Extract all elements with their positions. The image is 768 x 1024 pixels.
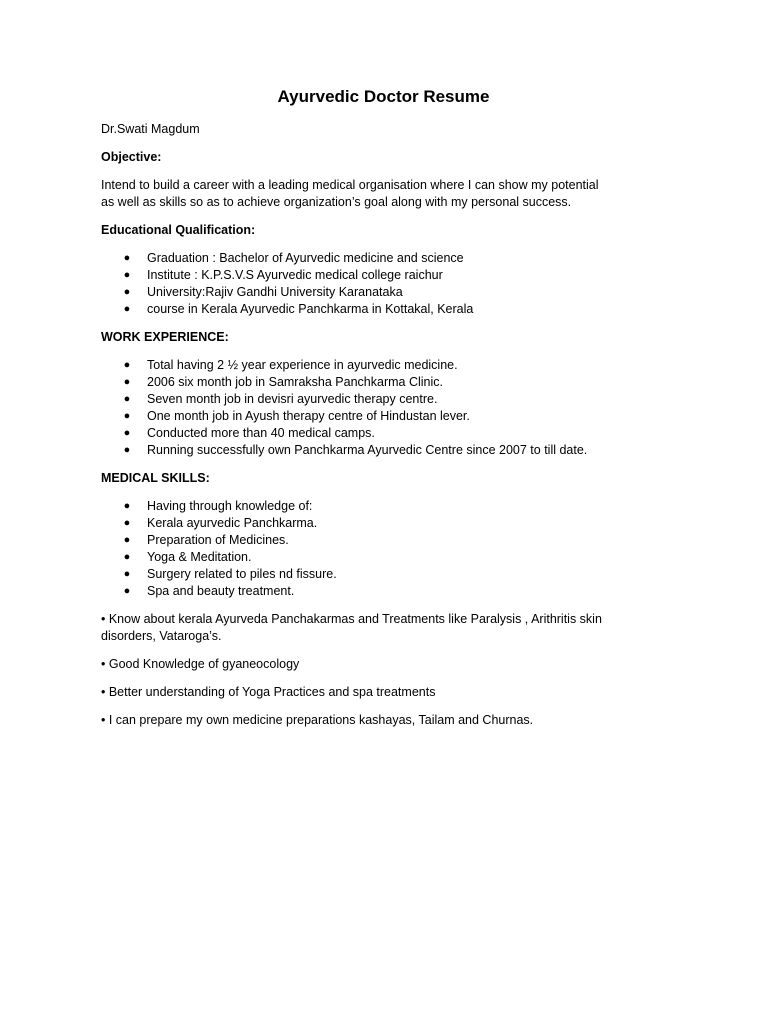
objective-text: Intend to build a career with a leading medical organisation where I can show my potential as well as skills so as to achieve organization’s goal along with my personal success. [101,178,599,209]
extra-point: • I can prepare my own medicine preparations kashayas, Tailam and Churnas. [101,713,534,727]
bullet-icon: ● [123,303,131,315]
list-item [101,357,608,374]
work-item: 2006 six month job in Samraksha Panchkarma Clinic. [147,375,443,389]
medical-skills-heading: MEDICAL SKILLS: [101,471,210,485]
education-item: Graduation : Bachelor of Ayurvedic medicine and science [147,251,464,265]
list-item [101,408,608,425]
list-item [101,374,608,391]
extra-point: • Better understanding of Yoga Practices and spa treatments [101,685,436,699]
list-item [101,442,608,459]
list-item [101,250,608,267]
bullet-icon: ● [123,286,131,298]
list-item [101,498,608,515]
list-item [101,391,608,408]
bullet-icon: ● [123,534,131,546]
extra-point: • Good Knowledge of gyaneocology [101,657,300,671]
work-item: One month job in Ayush therapy centre of Hindustan lever. [147,409,470,423]
extra-point: • Know about kerala Ayurveda Panchakarmas and Treatments like Paralysis , Arithritis skin disorders, Vataroga’s. [101,612,602,643]
bullet-icon: ● [123,585,131,597]
work-experience-list [101,357,608,459]
work-item: Conducted more than 40 medical camps. [147,426,375,440]
bullet-icon: ● [123,517,131,529]
bullet-icon: ● [123,376,131,388]
work-item: Total having 2 ½ year experience in ayurvedic medicine. [147,358,458,372]
bullet-icon: ● [123,444,131,456]
list-item [101,566,608,583]
work-item: Seven month job in devisri ayurvedic therapy centre. [147,392,438,406]
list-item [101,301,608,318]
list-item [101,583,608,600]
education-heading: Educational Qualification: [101,223,256,237]
bullet-icon: ● [123,393,131,405]
skill-item: Yoga & Meditation. [147,550,252,564]
skill-item: Surgery related to piles nd fissure. [147,567,337,581]
skill-item: Having through knowledge of: [147,499,313,513]
list-item [101,284,608,301]
bullet-icon: ● [123,359,131,371]
work-experience-heading: WORK EXPERIENCE: [101,330,229,344]
skill-item: Spa and beauty treatment. [147,584,295,598]
list-item [101,549,608,566]
candidate-name: Dr.Swati Magdum [101,122,200,136]
education-item: Institute : K.P.S.V.S Ayurvedic medical college raichur [147,268,443,282]
medical-skills-list [101,498,608,600]
bullet-icon: ● [123,269,131,281]
bullet-icon: ● [123,410,131,422]
education-item: course in Kerala Ayurvedic Panchkarma in Kottakal, Kerala [147,302,474,316]
list-item [101,425,608,442]
bullet-icon: ● [123,252,131,264]
skill-item: Preparation of Medicines. [147,533,289,547]
bullet-icon: ● [123,427,131,439]
bullet-icon: ● [123,500,131,512]
document-title: Ayurvedic Doctor Resume [277,87,490,106]
bullet-icon: ● [123,551,131,563]
bullet-icon: ● [123,568,131,580]
objective-heading: Objective: [101,150,162,164]
work-item: Running successfully own Panchkarma Ayurvedic Centre since 2007 to till date. [147,443,588,457]
list-item [101,267,608,284]
skill-item: Kerala ayurvedic Panchkarma. [147,516,318,530]
education-item: University:Rajiv Gandhi University Karanataka [147,285,403,299]
education-list [101,250,608,318]
list-item [101,532,608,549]
list-item [101,515,608,532]
